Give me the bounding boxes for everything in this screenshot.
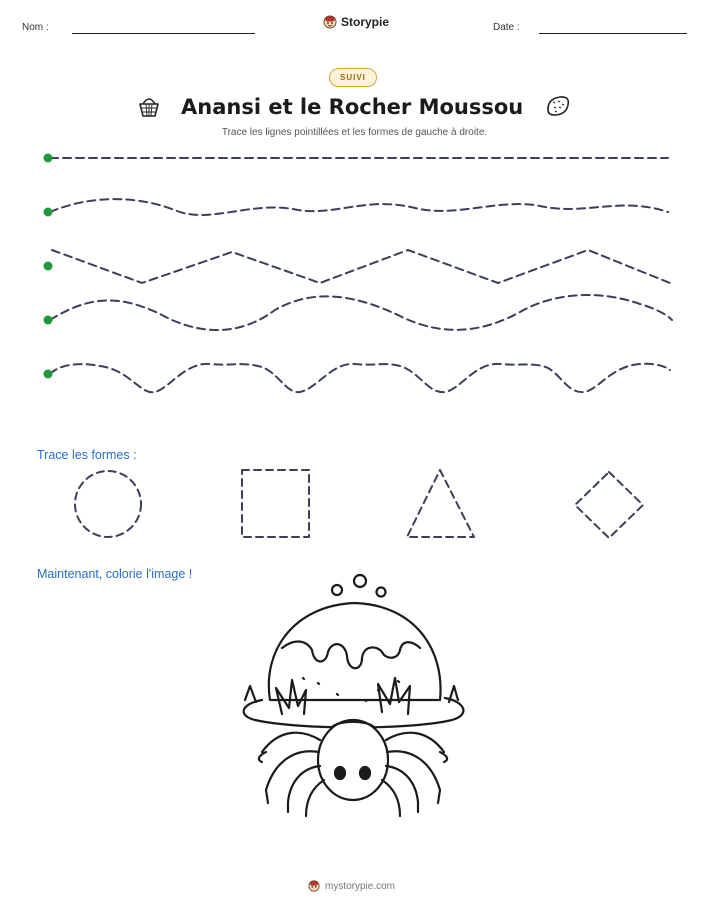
storypie-logo-icon: [308, 880, 320, 892]
page-title: Anansi et le Rocher Moussou: [181, 95, 524, 119]
coloring-label: Maintenant, colorie l'image !: [37, 567, 193, 581]
level-badge: SUIVI: [329, 68, 377, 87]
date-label: Date :: [493, 22, 520, 33]
name-label: Nom :: [22, 22, 49, 33]
shapes-label: Trace les formes :: [37, 448, 137, 462]
footer: [308, 880, 395, 892]
instructions-text: Trace les lignes pointillées et les formes de gauche à droite.: [221, 127, 488, 138]
brand-name: Storypie: [341, 15, 390, 29]
footer-url[interactable]: mystorypie.com: [325, 880, 396, 892]
